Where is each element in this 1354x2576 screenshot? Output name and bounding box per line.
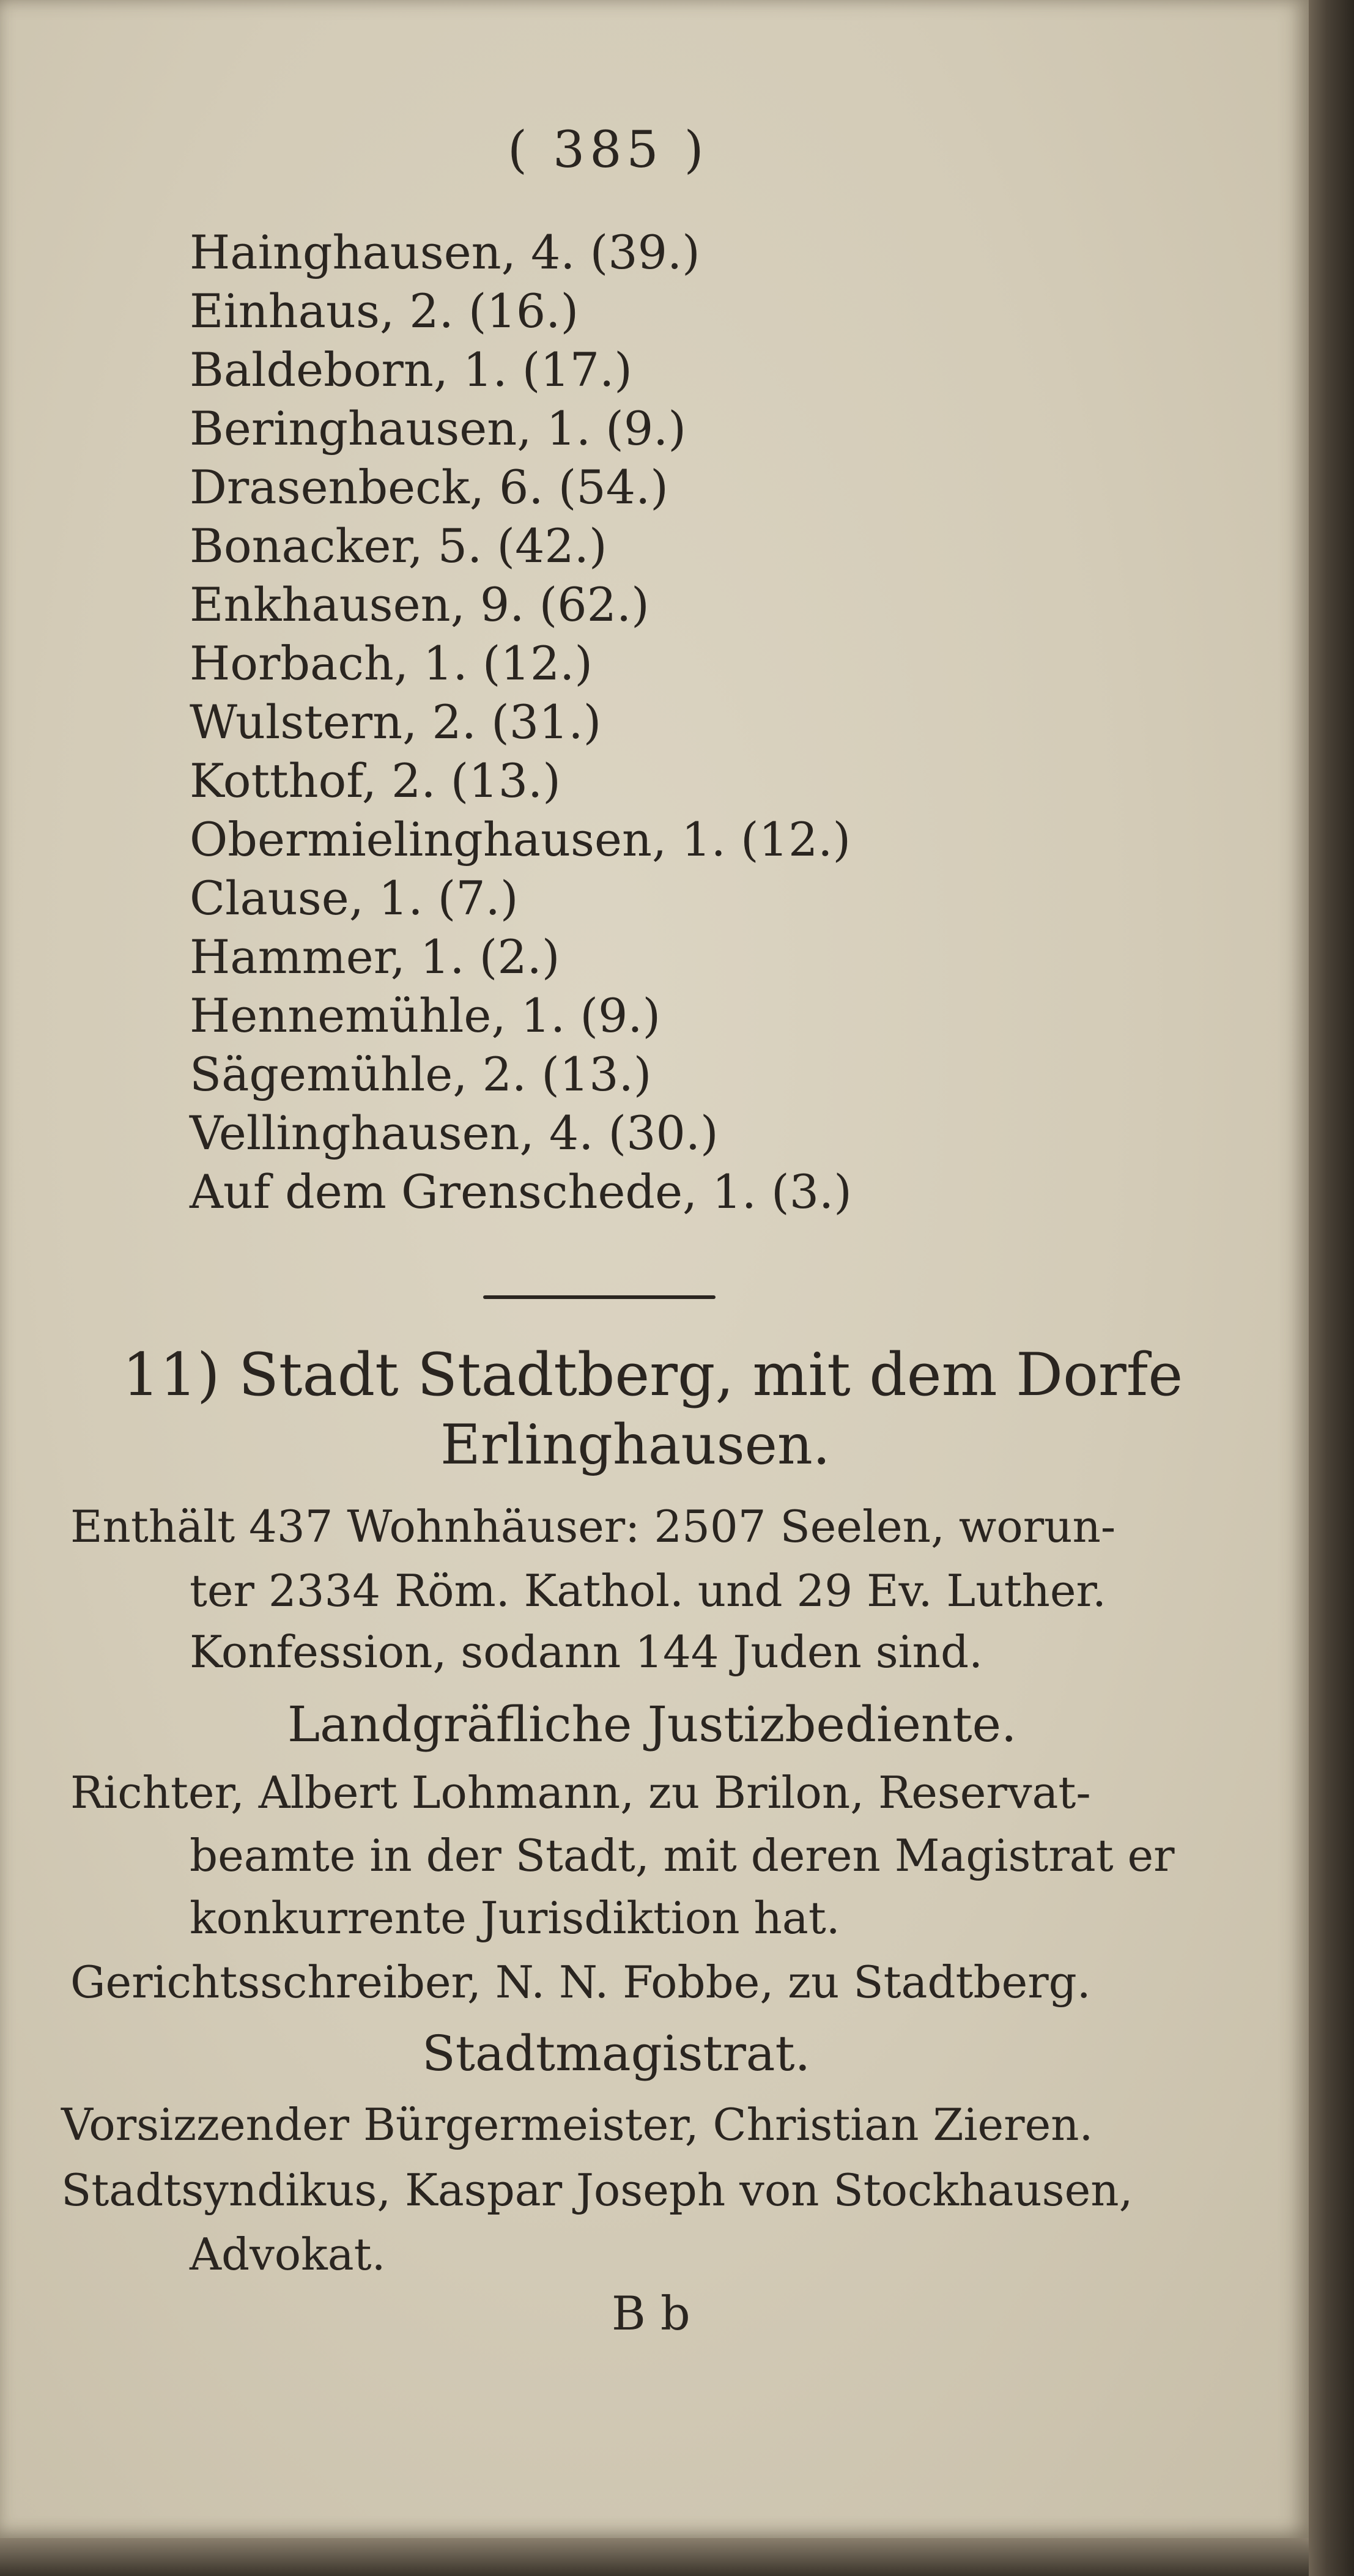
list-item: Wulstern, 2. (31.) — [190, 695, 602, 749]
list-item: Hainghausen, 4. (39.) — [190, 225, 700, 279]
entry-list — [190, 223, 852, 1221]
list-item: Beringhausen, 1. (9.) — [190, 401, 686, 456]
magistrate-line: Stadtsyndikus, Kaspar Joseph von Stockhausen, — [61, 2164, 1133, 2216]
heading-justice: Landgräfliche Justizbediente. — [287, 1696, 1017, 1753]
magistrate-line: Vorsizzender Bürgermeister, Christian Zieren. — [61, 2099, 1093, 2150]
page-bottom-edge — [0, 2538, 1309, 2576]
list-item: Enkhausen, 9. (62.) — [190, 577, 649, 632]
section-title: 11) Stadt Stadtberg, mit dem Dorfe — [122, 1341, 1183, 1409]
list-item: Clause, 1. (7.) — [190, 871, 519, 925]
list-item: Sägemühle, 2. (13.) — [190, 1047, 652, 1101]
summary-line: Konfession, sodann 144 Juden sind. — [190, 1626, 983, 1678]
heading-magistrate: Stadtmagistrat. — [422, 2025, 811, 2082]
list-item: Auf dem Grenschede, 1. (3.) — [190, 1164, 852, 1219]
justice-line: konkurrente Jurisdiktion hat. — [190, 1892, 840, 1944]
list-item: Hammer, 1. (2.) — [190, 930, 560, 984]
magistrate-line: Advokat. — [190, 2229, 386, 2280]
book-spine-edge — [1309, 0, 1354, 2576]
signature-mark: B b — [612, 2286, 690, 2341]
list-item: Obermielinghausen, 1. (12.) — [190, 812, 851, 867]
list-item: Horbach, 1. (12.) — [190, 636, 593, 690]
list-item: Kotthof, 2. (13.) — [190, 753, 561, 808]
summary-line: Enthält 437 Wohnhäuser: 2507 Seelen, worun- — [70, 1501, 1116, 1552]
list-item: Bonacker, 5. (42.) — [190, 519, 607, 573]
list-item: Vellinghausen, 4. (30.) — [190, 1106, 719, 1160]
list-item: Drasenbeck, 6. (54.) — [190, 460, 668, 514]
section-subtitle: Erlinghausen. — [440, 1413, 831, 1477]
list-item: Baldeborn, 1. (17.) — [190, 342, 632, 397]
page-number: ( 385 ) — [508, 121, 709, 179]
list-item: Einhaus, 2. (16.) — [190, 284, 579, 338]
justice-line: Richter, Albert Lohmann, zu Brilon, Reservat- — [70, 1767, 1091, 1818]
justice-line: beamte in der Stadt, mit deren Magistrat er — [190, 1830, 1175, 1881]
justice-line: Gerichtsschreiber, N. N. Fobbe, zu Stadtberg. — [70, 1956, 1091, 2008]
section-divider — [483, 1295, 716, 1299]
summary-line: ter 2334 Röm. Kathol. und 29 Ev. Luther. — [190, 1565, 1106, 1616]
list-item: Hennemühle, 1. (9.) — [190, 988, 661, 1043]
